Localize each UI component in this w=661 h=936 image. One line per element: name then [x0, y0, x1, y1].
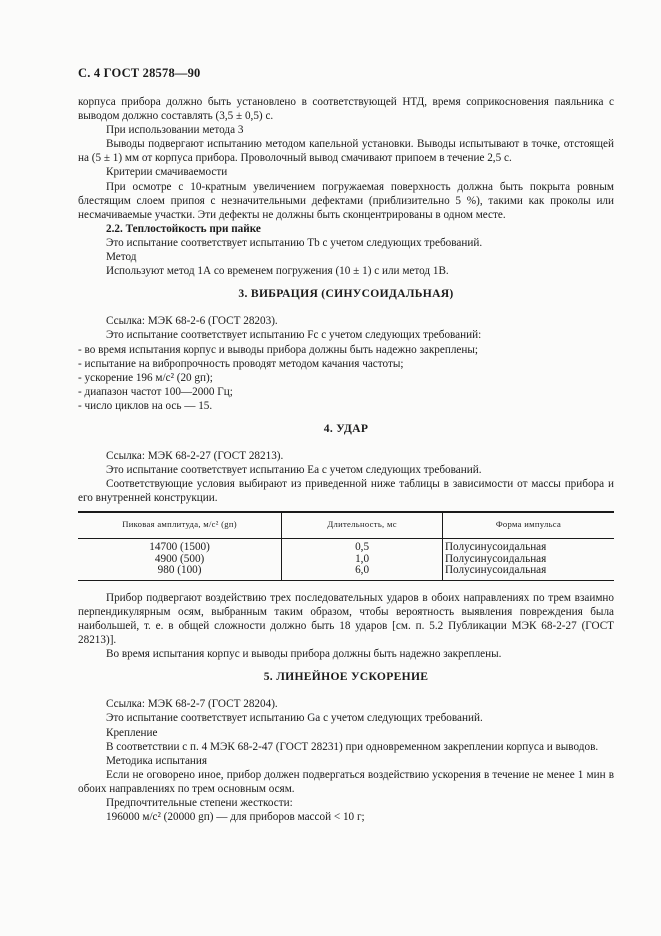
page-content [78, 95, 614, 824]
paragraph: корпуса прибора должно быть установлено в соответствующей НТД, время соприкосновения паяльника с выводом должно составлять (3,5 ± 0,5) с. [78, 96, 614, 123]
paragraph: Это испытание соответствует испытанию Ga с учетом следующих требований. [106, 712, 483, 725]
paragraph: Прибор подвергают воздействию трех последовательных ударов в обоих направлениях по трем взаимно перпендикулярным осям, выбранным таким образом, чтобы вероятность выявления повреждения была наибольшей, т. е. в общей сложности должно быть 18 ударов [см. п. 5.2 Публикации МЭК 68-2-27 (ГОСТ 28213)]. [78, 591, 614, 647]
paragraph: 196000 м/с² (20000 gп) — для приборов массой < 10 г; [106, 811, 365, 824]
section-title-shock: 4. УДАР [323, 421, 369, 435]
table-cell: 4900 (500) [154, 552, 205, 565]
criteria-label: Критерии смачиваемости [106, 166, 228, 179]
paragraph: Это испытание соответствует испытанию Tb с учетом следующих требований. [106, 236, 483, 249]
paragraph: В соответствии с п. 4 МЭК 68-2-47 (ГОСТ 28231) при одновременном закреплении корпуса и выводов. [106, 740, 599, 753]
method-label: Методика испытания [106, 754, 208, 767]
list-item: - диапазон частот 100—2000 Гц; [78, 385, 233, 398]
table-cell: 14700 (1500) [149, 541, 210, 554]
list-item: - ускорение 196 м/с² (20 gп); [78, 371, 213, 384]
table-cell: Полусинусоидальная [442, 565, 614, 580]
table-cell: 0,5 [282, 539, 443, 554]
table-header: Форма импульса [442, 512, 614, 538]
table-cell: Полусинусоидальная [442, 554, 614, 566]
section-title-acceleration: 5. ЛИНЕЙНОЕ УСКОРЕНИЕ [263, 670, 429, 684]
paragraph: Выводы подвергают испытанию методом капельной установки. Выводы испытывают в точке, отстоящей на (5 ± 1) мм от корпуса прибора. Проволочный вывод смачивают припоем в течение 2,5 с. [78, 138, 614, 165]
paragraph: Соответствующие условия выбирают из приведенной ниже таблицы в зависимости от массы прибора и его внутренней конструкции. [78, 478, 614, 505]
paragraph: Это испытание соответствует испытанию Fc с учетом следующих требований: [106, 329, 482, 342]
paragraph: При осмотре с 10-кратным увеличением погружаемая поверхность должна быть покрыта ровным блестящим слоем припоя с незначительными дефектами (приблизительно 5 %), такими как проколы или несмачиваемые участки. Эти дефекты не должны быть сконцентрированы в одном месте. [78, 180, 614, 221]
reference-line: Ссылка: МЭК 68-2-7 (ГОСТ 28204). [106, 698, 278, 711]
paragraph: Предпочтительные степени жесткости: [106, 797, 293, 810]
reference-line: Ссылка: МЭК 68-2-6 (ГОСТ 28203). [106, 315, 278, 328]
table-row [78, 565, 614, 580]
table-header: Пиковая амплитуда, м/с² (gп) [78, 512, 282, 538]
paragraph: Используют метод 1А со временем погружения (10 ± 1) с или метод 1В. [106, 265, 449, 278]
section-title-vibration: 3. ВИБРАЦИЯ (СИНУСОИДАЛЬНАЯ) [238, 287, 454, 301]
table-cell: 6,0 [282, 565, 443, 580]
fixing-label: Крепление [106, 726, 158, 739]
subsection-heading: 2.2. Теплостойкость при пайке [106, 222, 261, 235]
table-row [78, 539, 614, 554]
list-item: - испытание на вибропрочность проводят методом качания частоты; [78, 357, 404, 370]
table-cell: Полусинусоидальная [442, 539, 614, 554]
shock-table [78, 511, 614, 580]
paragraph: Это испытание соответствует испытанию Ea с учетом следующих требований. [106, 464, 482, 477]
list-item: - во время испытания корпус и выводы прибора должны быть надежно закреплены; [78, 343, 479, 356]
paragraph: Во время испытания корпус и выводы прибора должны быть надежно закреплены. [106, 648, 502, 661]
paragraph: Если не оговорено иное, прибор должен подвергаться воздействию ускорения в течение не менее 1 мин в обоих направлениях по трем основным осям. [78, 768, 614, 795]
table-cell: 980 (100) [78, 565, 282, 580]
list-item: - число циклов на ось — 15. [78, 399, 213, 412]
page-header: С. 4 ГОСТ 28578—90 [78, 66, 201, 80]
table-header: Длительность, мс [282, 512, 443, 538]
reference-line: Ссылка: МЭК 68-2-27 (ГОСТ 28213). [106, 450, 284, 463]
method-label: Метод [106, 251, 137, 264]
method-label: При использовании метода 3 [106, 124, 244, 137]
table-cell: 1,0 [282, 554, 443, 566]
